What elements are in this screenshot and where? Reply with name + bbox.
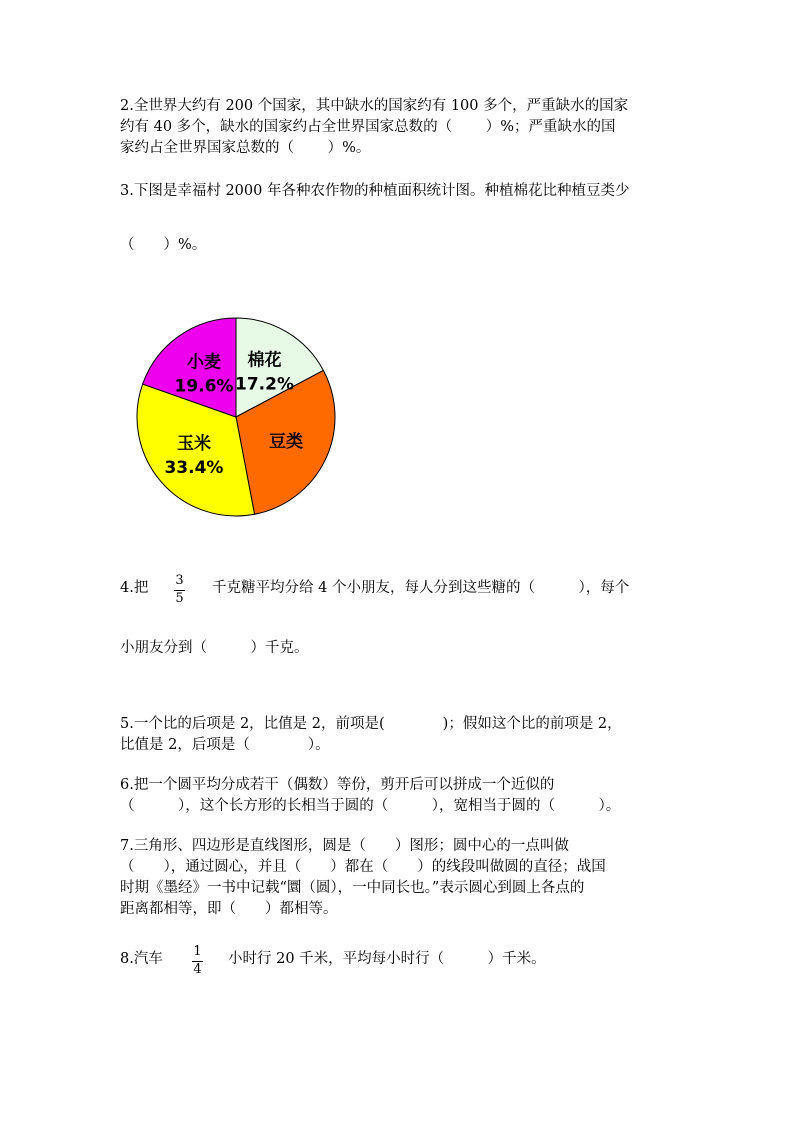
q8-rest: 小时行 20 千米，平均每小时行（ ）千米。 <box>228 951 546 967</box>
q2-line3: 家约占全世界国家总数的（ ）%。 <box>120 140 371 156</box>
q4-line2: 小朋友分到（ ）千克。 <box>120 640 309 656</box>
q2-line2: 约有 40 多个，缺水的国家约占全世界国家总数的（ ）%；严重缺水的国 <box>120 119 616 135</box>
q7-line3: 时期《墨经》一书中记载“圜（圆），一中同长也。”表示圆心到圆上各点的 <box>120 880 585 896</box>
q4-rest: 千克糖平均分给 4 个小朋友，每人分到这些糖的（ ），每个 <box>212 580 630 596</box>
q7-line4: 距离都相等，即（ ）都相等。 <box>120 901 338 917</box>
q8-prefix: 8.汽车 <box>120 951 163 967</box>
crop-area-pie-chart <box>126 310 346 525</box>
pie-slice-percent-0: 17.2% <box>235 374 295 395</box>
q4-prefix: 4.把 <box>120 580 149 596</box>
q6-line1: 6.把一个圆平均分成若干（偶数）等份，剪开后可以拼成一个近似的 <box>120 777 555 793</box>
q8-fraction-denominator: 4 <box>193 962 202 977</box>
q5-line2: 比值是 2，后项是（ ）。 <box>120 737 330 753</box>
pie-slice-percent-2: 33.4% <box>164 458 224 479</box>
q8-fraction-numerator: 1 <box>193 944 202 959</box>
q5-line1: 5.一个比的后项是 2，比值是 2，前项是( )；假如这个比的前项是 2， <box>120 716 622 732</box>
q6-line2: （ ），这个长方形的长相当于圆的（ ），宽相当于圆的（ ）。 <box>120 798 621 814</box>
pie-slice-name-3: 小麦 <box>186 352 221 373</box>
pie-slice-name-2: 玉米 <box>176 434 211 455</box>
q8-fraction <box>192 945 203 977</box>
q4-fraction <box>174 574 185 606</box>
pie-slice-percent-3: 19.6% <box>174 376 234 397</box>
q3-line1: 3.下图是幸福村 2000 年各种农作物的种植面积统计图。种植棉花比种植豆类少 <box>120 183 630 199</box>
q4-fraction-numerator: 3 <box>175 573 184 588</box>
pie-slice-name-1: 豆类 <box>269 431 304 452</box>
pie-slice-name-0: 棉花 <box>247 350 282 371</box>
q2-line1: 2.全世界大约有 200 个国家，其中缺水的国家约有 100 多个，严重缺水的国家 <box>120 98 629 114</box>
q4-fraction-denominator: 5 <box>175 591 184 606</box>
q7-line2: （ ），通过圆心，并且（ ）都在（ ）的线段叫做圆的直径；战国 <box>120 859 606 875</box>
q7-line1: 7.三角形、四边形是直线图形，圆是（ ）图形；圆中心的一点叫做 <box>120 838 569 854</box>
q3-line2: （ ）%。 <box>120 237 207 253</box>
